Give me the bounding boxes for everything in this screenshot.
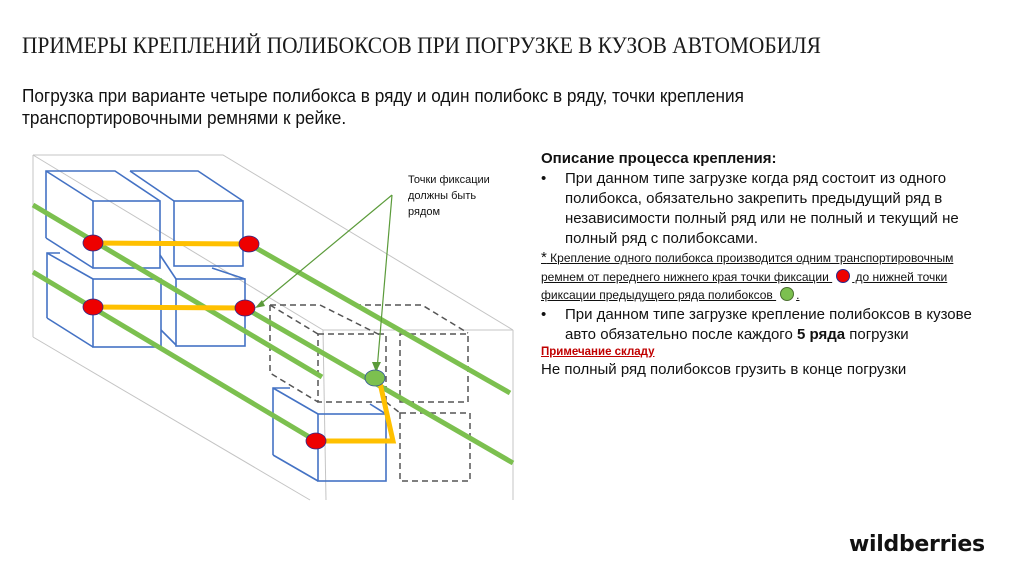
slide-subtitle: Погрузка при варианте четыре полибокса в ряду и один полибокс в ряду, точки крепления транспортировочными ремнями к рейке. <box>22 85 744 128</box>
callout-line: должны быть <box>408 190 477 202</box>
warehouse-note-text: Не полный ряд полибоксов грузить в конце погрузки <box>541 360 907 378</box>
bullet-text: При данном типе загрузке когда ряд состоит из одного полибокса, обязательно закрепить предыдущий ряд в независимости полный ряд или не полный и текущий не полный ряд с полибоксами. <box>565 170 959 247</box>
wildberries-logo: wildberries <box>849 532 985 557</box>
bullet-text-part: погрузки <box>845 325 909 343</box>
slide-title: ПРИМЕРЫ КРЕПЛЕНИЙ ПОЛИБОКСОВ ПРИ ПОГРУЗКЕ В КУЗОВ АВТОМОБИЛЯ <box>22 33 821 58</box>
callout-line: Точки фиксации <box>408 174 490 186</box>
polybox-outlines <box>46 171 386 481</box>
bullet-text <box>565 305 991 345</box>
note-text: до нижней точки фиксации предыдущего ряда полибоксов <box>541 269 948 302</box>
green-point-icon <box>780 287 794 301</box>
bullet-icon: • <box>541 170 547 187</box>
description-panel <box>541 149 991 380</box>
note-text: Крепление одного полибокса производится одним транспортировочным ремнем от переднего нижнего края точки фиксации <box>541 251 954 284</box>
bullet-text-part: При данном типе загрузке крепление полибоксов в кузове авто обязательно после каждого <box>565 305 972 343</box>
bullet-item <box>541 169 991 249</box>
warehouse-note-label: Примечание складу <box>541 345 655 358</box>
callout-label <box>408 172 490 220</box>
callout-line: рядом <box>408 206 441 218</box>
asterisk: * <box>541 249 547 266</box>
fixing-note <box>541 249 991 305</box>
bullet-item <box>541 305 991 345</box>
description-heading: Описание процесса крепления: <box>541 150 777 167</box>
callout-arrows <box>257 195 392 370</box>
note-text: . <box>796 288 800 302</box>
bullet-icon: • <box>541 305 547 323</box>
bullet-text-bold: 5 ряда <box>796 325 846 343</box>
fix-point-previous <box>365 370 385 386</box>
red-point-icon <box>836 269 850 283</box>
